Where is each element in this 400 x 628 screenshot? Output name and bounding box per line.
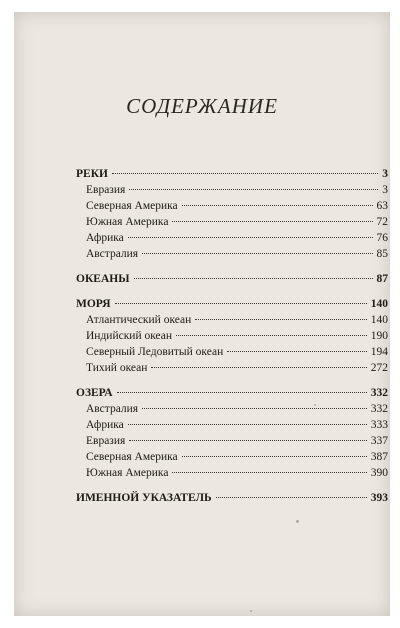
toc-section-label: РЕКИ [76,168,108,180]
toc-page-number: 390 [370,467,388,479]
toc-item-label: Индийский океан [86,330,173,342]
toc-section-oceans [76,271,388,287]
toc-item-label: Австралия [86,403,139,415]
toc-page-number: 332 [370,403,388,415]
toc-item [76,344,388,360]
dot-leader [128,424,367,425]
toc-page-number: 3 [382,184,388,196]
toc-item-label: Тихий океан [86,362,148,374]
toc-item-label: Евразия [86,184,126,196]
toc-page-number: 140 [370,314,388,326]
toc-section-seas [76,296,388,312]
dot-leader [172,221,372,222]
dot-leader [134,278,373,279]
dot-leader [128,237,373,238]
toc-item-label: Атлантический океан [86,314,192,326]
section-gap [76,481,388,490]
toc-item [76,401,388,417]
toc-item-label: Южная Америка [86,467,169,479]
toc-page-number: 87 [376,273,388,285]
toc-item-label: Африка [86,232,124,244]
toc-page-number: 337 [370,435,388,447]
dot-leader [129,189,378,190]
dot-leader [142,408,367,409]
toc-page-number: 85 [376,248,388,260]
dot-leader [112,173,378,174]
toc-page-number: 140 [370,298,388,310]
toc-item [76,433,388,449]
toc-page-number: 76 [376,232,388,244]
toc-section-lakes [76,385,388,401]
toc-page-number: 63 [376,200,388,212]
dot-leader [227,351,367,352]
book-page [14,12,390,616]
toc-item [76,417,388,433]
dot-leader [176,335,367,336]
toc-section-label: ОКЕАНЫ [76,273,130,285]
dot-leader [182,456,367,457]
toc-page-number: 3 [382,168,388,180]
dot-leader [151,367,366,368]
table-of-contents [76,166,388,506]
toc-item [76,246,388,262]
toc-section-label: МОРЯ [76,298,111,310]
toc-item [76,312,388,328]
toc-page-number: 332 [370,387,388,399]
toc-page-number: 393 [370,492,388,504]
toc-section-label: ОЗЕРА [76,387,113,399]
toc-section-name-index [76,490,388,506]
toc-item [76,182,388,198]
section-gap [76,262,388,271]
toc-page-number: 72 [376,216,388,228]
toc-item-label: Северная Америка [86,451,178,463]
dot-leader [129,440,366,441]
toc-item-label: Северный Ледовитый океан [86,346,224,358]
toc-item-label: Африка [86,419,124,431]
toc-page-number: 387 [370,451,388,463]
dot-leader [182,205,373,206]
dot-leader [172,472,366,473]
dot-leader [117,392,367,393]
section-gap [76,287,388,296]
section-gap [76,376,388,385]
toc-item-label: Северная Америка [86,200,178,212]
toc-page-number: 333 [370,419,388,431]
toc-item [76,230,388,246]
paper-speck [250,610,252,612]
dot-leader [142,253,372,254]
toc-item [76,360,388,376]
toc-item [76,465,388,481]
dot-leader [195,319,366,320]
toc-page-number: 194 [370,346,388,358]
toc-item-label: Южная Америка [86,216,169,228]
toc-item [76,214,388,230]
paper-speck [314,404,316,406]
paper-speck [296,520,299,523]
toc-section-rivers [76,166,388,182]
toc-page-number: 272 [370,362,388,374]
toc-item [76,198,388,214]
toc-item-label: Евразия [86,435,126,447]
toc-item [76,328,388,344]
toc-item-label: Австралия [86,248,139,260]
toc-page-number: 190 [370,330,388,342]
dot-leader [216,497,367,498]
toc-section-label: ИМЕННОЙ УКАЗАТЕЛЬ [76,492,212,504]
toc-item [76,449,388,465]
page-title: СОДЕРЖАНИЕ [126,94,278,118]
dot-leader [115,303,367,304]
